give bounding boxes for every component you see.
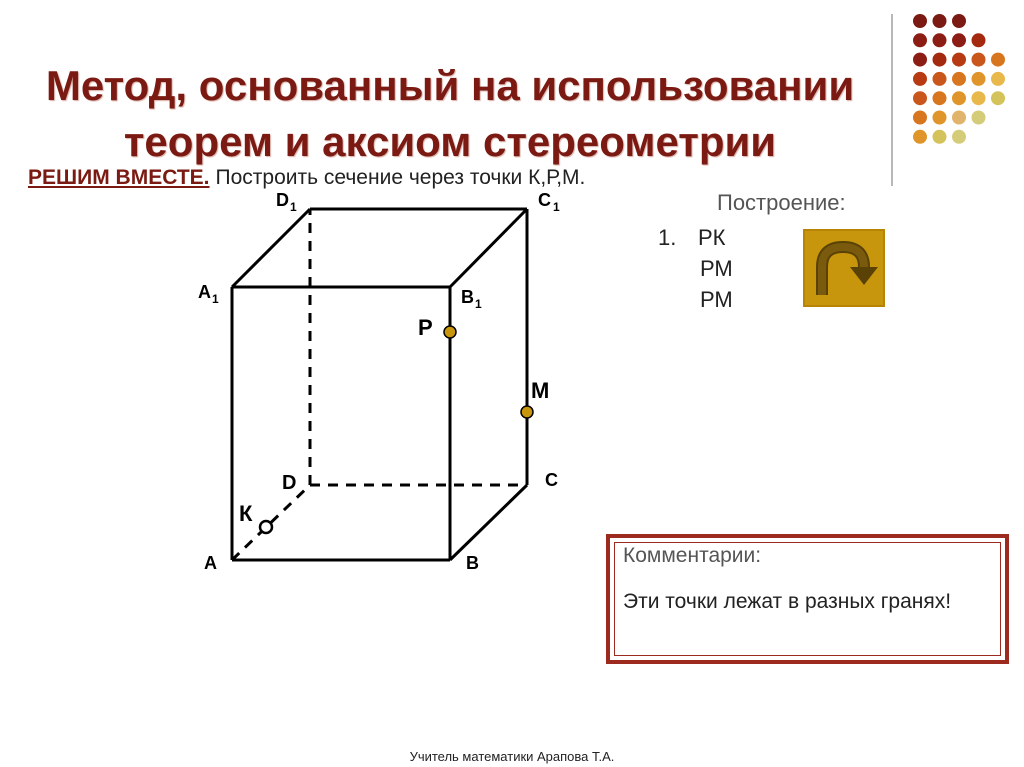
label-m: M	[531, 378, 550, 403]
footer-author: Учитель математики Арапова Т.А.	[409, 749, 615, 764]
decorative-dot	[933, 91, 947, 105]
decorative-dot	[952, 72, 966, 86]
decorative-dot	[972, 72, 986, 86]
point-p	[444, 326, 456, 338]
decorative-dot	[913, 33, 927, 47]
label-d: D	[282, 472, 297, 494]
decorative-dot	[933, 14, 947, 28]
construction-title: Построение:	[717, 190, 846, 215]
construction-steps	[658, 222, 733, 315]
label-c: C	[545, 470, 558, 490]
label-a: A	[204, 553, 217, 573]
decorative-dot	[952, 53, 966, 67]
comment-text: Эти точки лежат в разных гранях!	[623, 590, 952, 613]
label-b1: B	[461, 287, 474, 307]
edge-a1d1	[232, 209, 310, 287]
cube-figure	[0, 0, 600, 600]
label-d1-sub: 1	[290, 200, 297, 214]
title-line-1: Метод, основанный на использовании	[45, 62, 855, 109]
decorative-dot	[952, 91, 966, 105]
title-line-2: теорем и аксиом стереометрии	[123, 118, 777, 165]
decorative-dot	[972, 111, 986, 125]
decorative-dot	[991, 53, 1005, 67]
u-turn-arrow-icon	[810, 237, 878, 299]
label-b: B	[466, 553, 479, 573]
point-m	[521, 406, 533, 418]
label-a1-sub: 1	[212, 292, 219, 306]
comment-title: Комментарии:	[623, 544, 762, 567]
decorative-dot	[991, 72, 1005, 86]
edge-bc	[450, 485, 527, 560]
label-k: К	[239, 501, 253, 526]
decorative-dot	[913, 72, 927, 86]
decorative-dot	[972, 53, 986, 67]
point-k	[260, 521, 272, 533]
step-2-text: РМ	[700, 256, 733, 281]
decorative-dot	[913, 91, 927, 105]
decorative-dot	[913, 130, 927, 144]
decorative-dot	[972, 33, 986, 47]
decorative-dot	[933, 33, 947, 47]
return-button[interactable]	[803, 229, 885, 307]
decorative-dot	[933, 53, 947, 67]
decorative-dot	[952, 14, 966, 28]
task-text: Построить сечение через точки К,Р,М.	[215, 166, 586, 189]
decorative-dot	[933, 130, 947, 144]
step-1	[658, 222, 733, 253]
decorative-dot	[972, 91, 986, 105]
step-3-text: РМ	[700, 287, 733, 312]
edge-b1c1	[450, 209, 527, 287]
comment-box	[606, 534, 1009, 664]
label-p: P	[418, 315, 433, 340]
label-a1: A	[198, 282, 211, 302]
decorative-dot	[913, 111, 927, 125]
decorative-dot	[952, 111, 966, 125]
decorative-dot	[933, 72, 947, 86]
decorative-dot	[933, 111, 947, 125]
decorative-dot	[952, 130, 966, 144]
label-c1-sub: 1	[553, 200, 560, 214]
label-c1: C	[538, 190, 551, 210]
task-lead: РЕШИМ ВМЕСТЕ.	[28, 166, 210, 189]
label-b1-sub: 1	[475, 297, 482, 311]
label-d1: D	[276, 190, 289, 210]
step-number: 1.	[658, 225, 677, 250]
decorative-dot	[952, 33, 966, 47]
decorative-dot	[913, 53, 927, 67]
step-1-text: РК	[698, 225, 726, 250]
decorative-dot	[913, 14, 927, 28]
decorative-dot	[991, 91, 1005, 105]
